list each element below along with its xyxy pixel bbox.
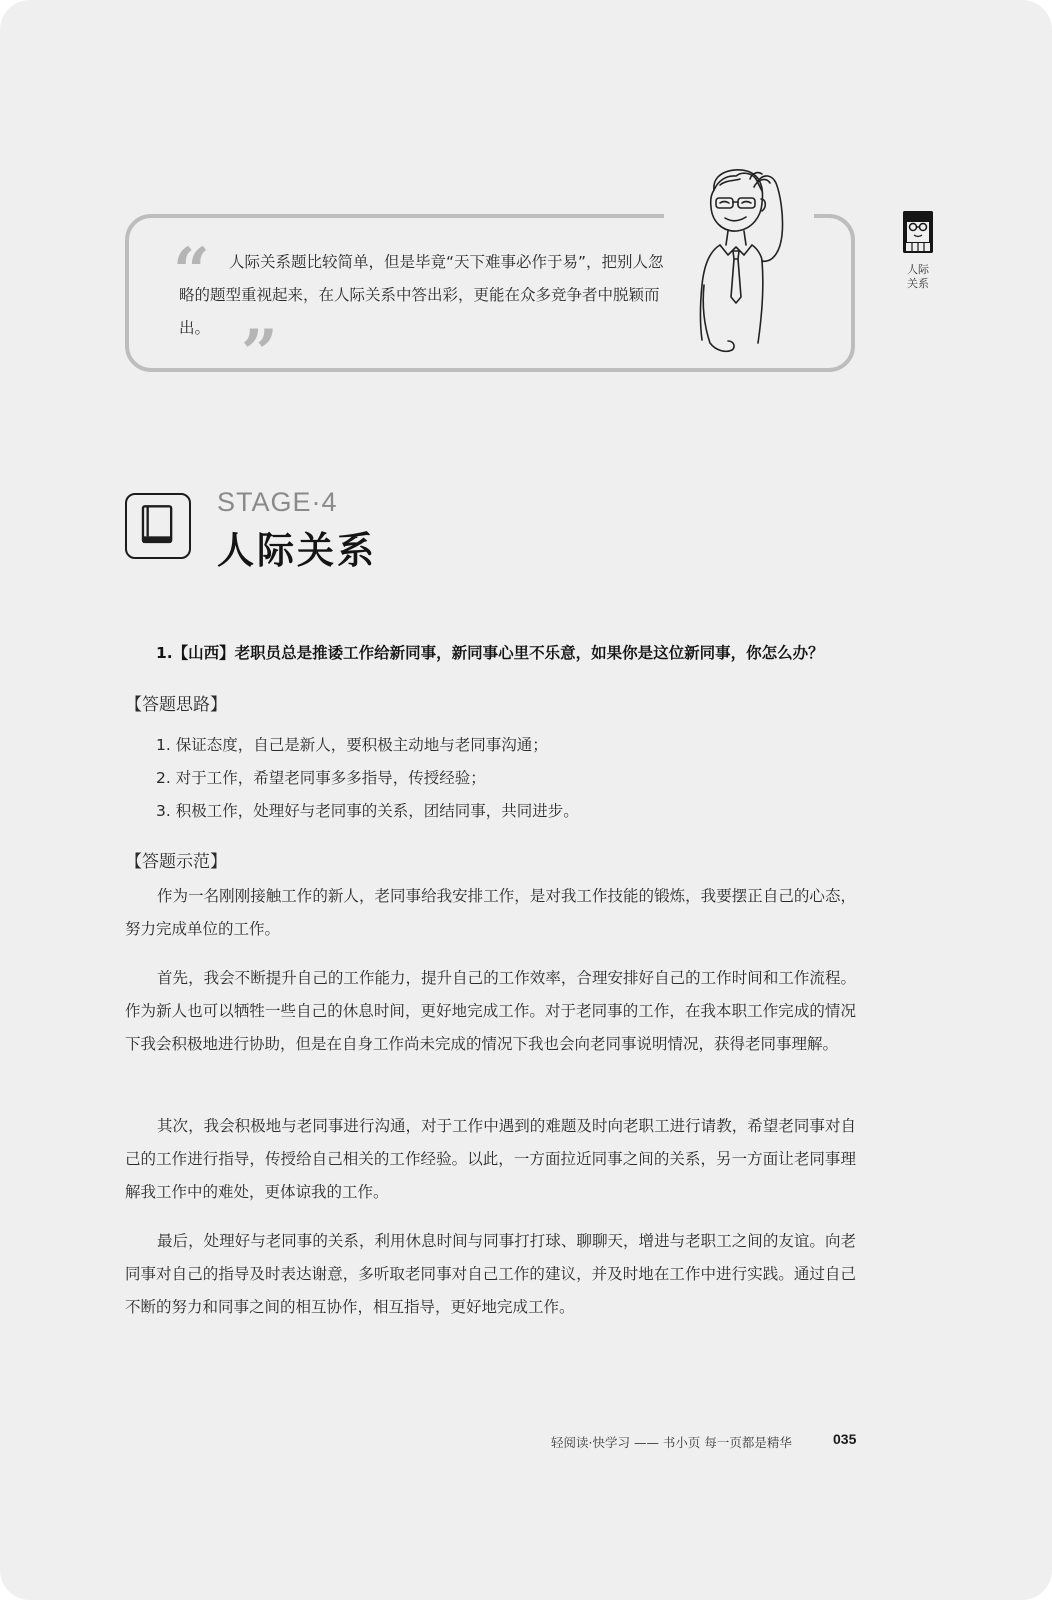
side-chapter-tab — [903, 211, 933, 291]
footer-slogan: 轻阅读·快学习 —— 书小页 每一页都是精华 — [551, 1435, 792, 1450]
stage-title: 人际关系 — [217, 529, 377, 572]
answer-paragraph: 作为一名刚刚接触工作的新人，老同事给我安排工作，是对我工作技能的锻炼，我要摆正自己的心态，努力完成单位的工作。 — [125, 887, 856, 938]
stage-number: STAGE·4 — [217, 487, 338, 517]
book-icon — [125, 493, 191, 559]
quote-text: 人际关系题比较简单，但是毕竟“天下难事必作于易”，把别人忽略的题型重视起来，在人际关系中答出彩，更能在众多竞争者中脱颖而出。 — [179, 253, 664, 337]
answer-paragraph: 最后，处理好与老同事的关系，利用休息时间与同事打打球、聊聊天，增进与老职工之间的友谊。向老同事对自己的指导及时表达谢意，多听取老同事对自己工作的建议，并及时地在工作中进行实践。通过自己不断的努力和同事之间的相互协作，相互指导，更好地完成工作。 — [125, 1232, 856, 1316]
question-title: 1.【山西】老职员总是推诿工作给新同事，新同事心里不乐意，如果你是这位新同事，你怎么办？ — [156, 644, 824, 662]
page-number: 035 — [833, 1431, 857, 1447]
list-item: 1. 保证态度，自己是新人，要积极主动地与老同事沟通； — [156, 736, 548, 754]
ideas-list — [156, 729, 579, 828]
glasses-face-icon — [903, 211, 933, 253]
list-item: 3. 积极工作，处理好与老同事的关系，团结同事，共同进步。 — [156, 802, 579, 820]
close-quote-icon: ” — [241, 316, 278, 391]
answer-paragraph: 首先，我会不断提升自己的工作能力，提升自己的工作效率，合理安排好自己的工作时间和工作流程。作为新人也可以牺牲一些自己的休息时间，更好地完成工作。对于老同事的工作，在我本职工作完成的情况下我会积极地进行协助，但是在自身工作尚未完成的情况下我也会向老同事说明情况，获得老同事理解。 — [125, 969, 856, 1053]
cartoon-man-illustration — [692, 165, 797, 365]
list-item: 2. 对于工作，希望老同事多多指导，传授经验； — [156, 769, 486, 787]
ideas-heading: 【答题思路】 — [125, 695, 227, 715]
answer-heading: 【答题示范】 — [125, 852, 227, 872]
answer-paragraph: 其次，我会积极地与老同事进行沟通，对于工作中遇到的难题及时向老职工进行请教，希望老同事对自己的工作进行指导，传授给自己相关的工作经验。以此，一方面拉近同事之间的关系，另一方面让老同事理解我工作中的难处，更体谅我的工作。 — [125, 1117, 856, 1201]
side-tab-label: 人际关系 — [907, 263, 929, 290]
open-quote-icon: “ — [173, 234, 210, 309]
